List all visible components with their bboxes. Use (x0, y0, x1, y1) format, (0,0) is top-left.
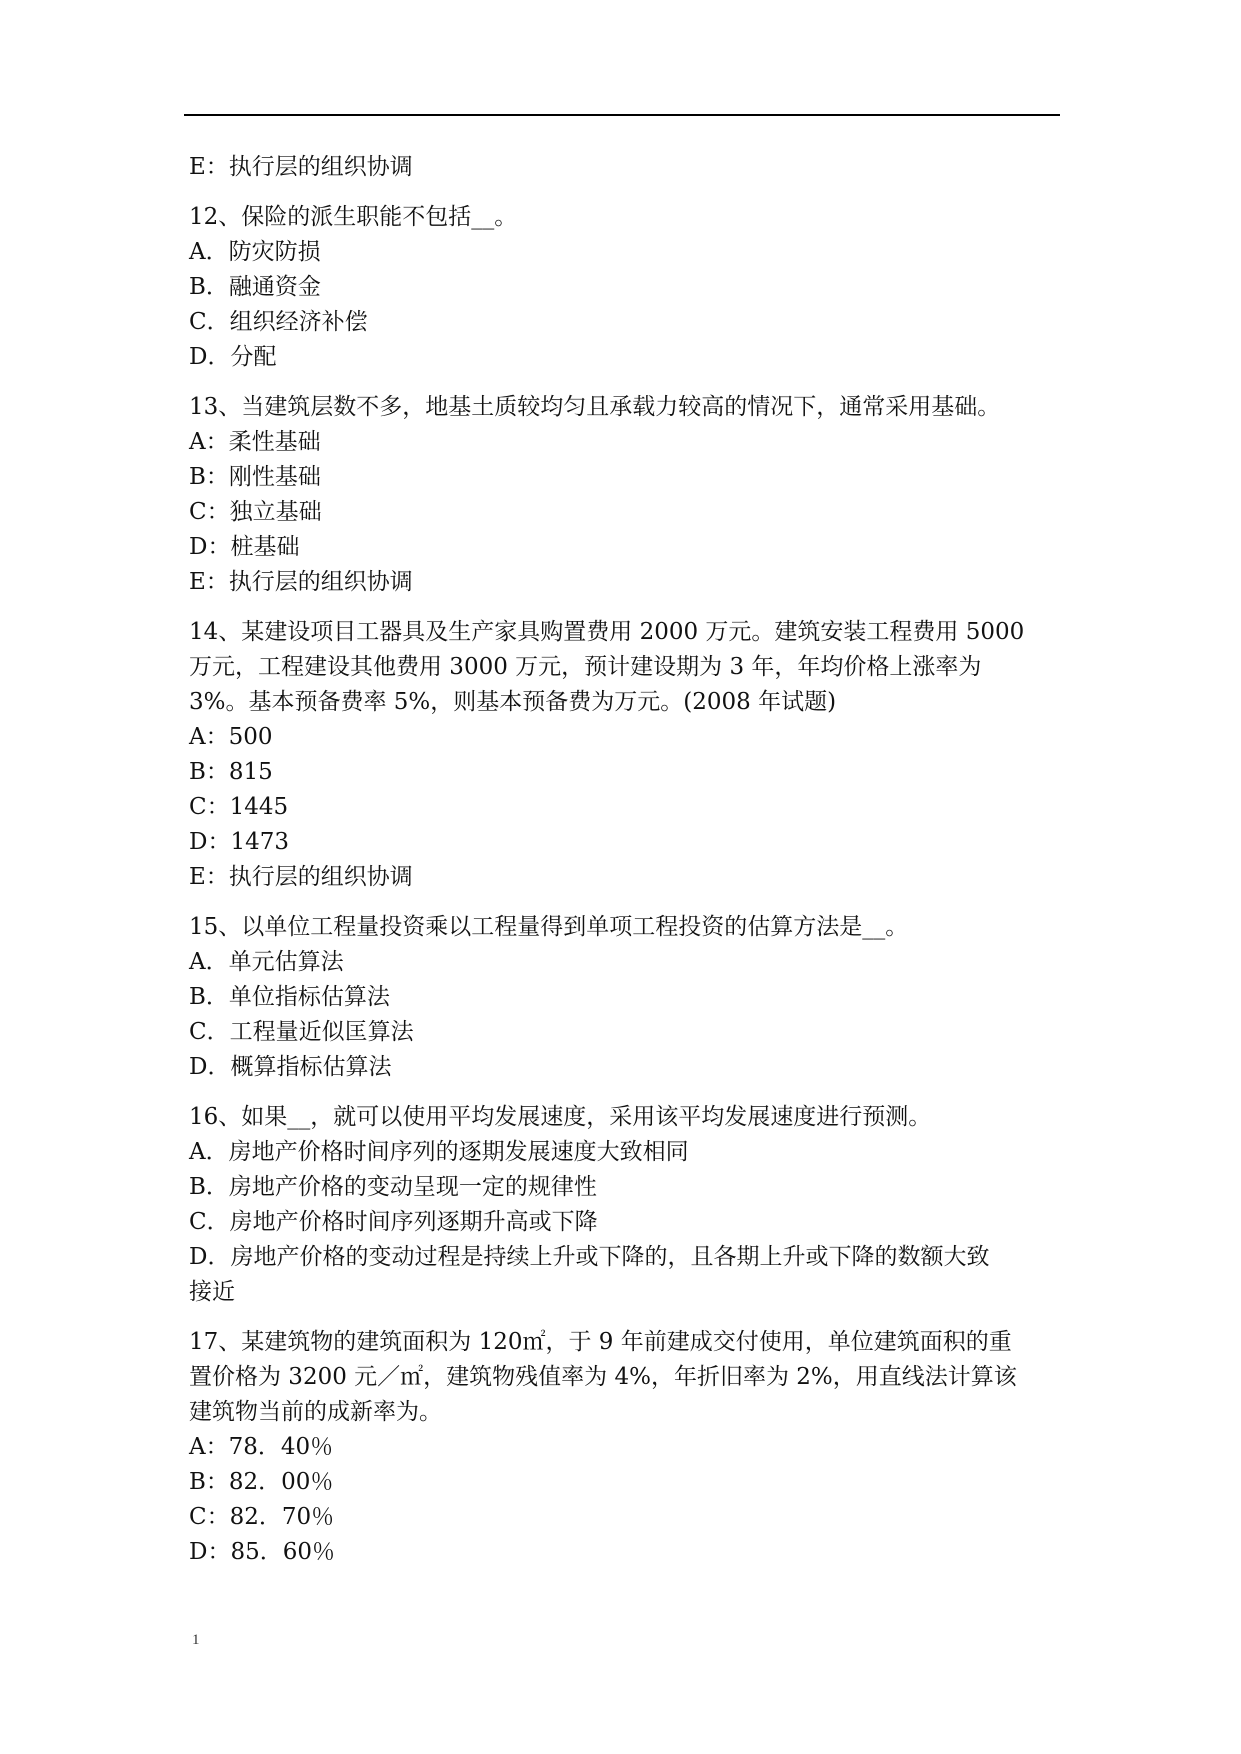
text-line: 置价格为 3200 元／㎡，建筑物残值率为 4%，年折旧率为 2%，用直线法计算该 (189, 1364, 1017, 1390)
text-line: B．融通资金 (189, 274, 321, 300)
text-line: A．单元估算法 (189, 949, 344, 975)
text-line: C．工程量近似匡算法 (189, 1019, 414, 1045)
text-line: 万元，工程建设其他费用 3000 万元，预计建设期为 3 年，年均价格上涨率为 (189, 654, 982, 680)
text-line: A：500 (189, 724, 273, 750)
header-rule (184, 114, 1060, 116)
text-line: A．房地产价格时间序列的逐期发展速度大致相同 (189, 1139, 689, 1165)
text-line: E：执行层的组织协调 (189, 154, 413, 180)
text-line: C．房地产价格时间序列逐期升高或下降 (189, 1209, 598, 1235)
text-line: B．单位指标估算法 (189, 984, 390, 1010)
text-line: D．分配 (189, 344, 277, 370)
text-line: E：执行层的组织协调 (189, 864, 413, 890)
text-line: B：815 (189, 759, 273, 785)
text-line: C：82．70％ (189, 1504, 335, 1530)
text-line: C：独立基础 (189, 499, 322, 525)
text-line: B：82．00％ (189, 1469, 334, 1495)
question-16: 16、如果__，就可以使用平均发展速度，采用该平均发展速度进行预测。 (189, 1104, 932, 1130)
text-line: D：85．60％ (189, 1539, 335, 1565)
question-12: 12、保险的派生职能不包括__。 (189, 204, 518, 230)
text-line: C．组织经济补偿 (189, 309, 368, 335)
document-body (189, 150, 1069, 1570)
text-line: E：执行层的组织协调 (189, 569, 413, 595)
question-14: 14、某建设项目工器具及生产家具购置费用 2000 万元。建筑安装工程费用 5000 (189, 619, 1025, 645)
page-number: 1 (192, 1632, 200, 1648)
question-15: 15、以单位工程量投资乘以工程量得到单项工程投资的估算方法是__。 (189, 914, 909, 940)
text-line: C：1445 (189, 794, 289, 820)
question-17: 17、某建筑物的建筑面积为 120㎡，于 9 年前建成交付使用，单位建筑面积的重 (189, 1329, 1012, 1355)
text-line: D．房地产价格的变动过程是持续上升或下降的，且各期上升或下降的数额大致 (189, 1244, 990, 1270)
text-line: B．房地产价格的变动呈现一定的规律性 (189, 1174, 597, 1200)
text-line: A：柔性基础 (189, 429, 321, 455)
text-line: 建筑物当前的成新率为。 (189, 1399, 442, 1425)
text-line: B：刚性基础 (189, 464, 321, 490)
text-line: D．概算指标估算法 (189, 1054, 392, 1080)
text-line: 接近 (189, 1279, 235, 1305)
text-line: 3%。基本预备费率 5%，则基本预备费为万元。(2008 年试题) (189, 689, 837, 715)
text-line: D：1473 (189, 829, 289, 855)
question-13: 13、当建筑层数不多，地基土质较均匀且承载力较高的情况下，通常采用基础。 (189, 394, 1001, 420)
text-line: A．防灾防损 (189, 239, 321, 265)
text-line: A：78．40％ (189, 1434, 334, 1460)
text-line: D：桩基础 (189, 534, 300, 560)
